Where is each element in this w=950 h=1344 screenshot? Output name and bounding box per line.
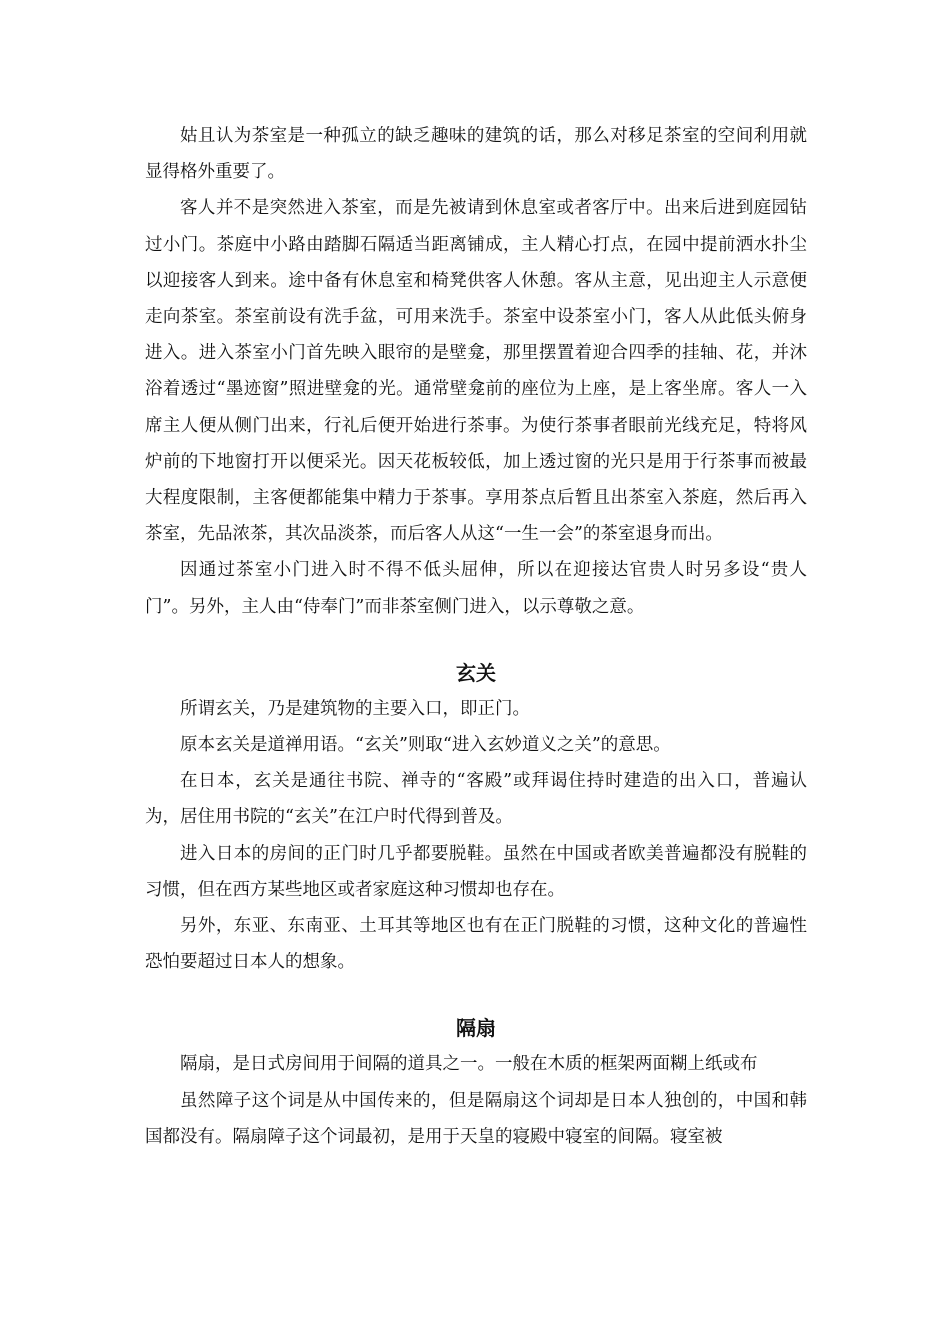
paragraph: 原本玄关是道禅用语。“玄关”则取“进入玄妙道义之关”的意思。 <box>180 735 671 756</box>
document-page <box>145 118 807 1155</box>
paragraph: 另外，东亚、东南亚、土耳其等地区也有在正门脱鞋的习惯，这种文化的普遍性恐怕要超过日本人的想象。 <box>145 916 807 973</box>
section-title-genkan: 玄关 <box>456 660 496 685</box>
paragraph: 姑且认为茶室是一种孤立的缺乏趣味的建筑的话，那么对移足茶室的空间利用就显得格外重要了。 <box>145 126 807 183</box>
paragraph: 因通过茶室小门进入时不得不低头屈伸，所以在迎接达官贵人时另多设“贵人门”。另外，主人由“侍奉门”而非茶室侧门进入，以示尊敬之意。 <box>145 560 807 617</box>
section-title-fusuma: 隔扇 <box>456 1016 496 1041</box>
paragraph: 虽然障子这个词是从中国传来的，但是隔扇这个词却是日本人独创的，中国和韩国都没有。隔扇障子这个词最初，是用于天皇的寝殿中寝室的间隔。寝室被 <box>145 1090 807 1147</box>
paragraph: 所谓玄关，乃是建筑物的主要入口，即正门。 <box>180 698 530 719</box>
paragraph: 隔扇，是日式房间用于间隔的道具之一。一般在木质的框架两面糊上纸或布 <box>180 1054 758 1075</box>
paragraph: 客人并不是突然进入茶室，而是先被请到休息室或者客厅中。出来后进到庭园钻过小门。茶庭中小路由踏脚石隔适当距离铺成，主人精心打点，在园中提前洒水扑尘以迎接客人到来。途中备有休息室和椅凳供客人休憩。客从主意，见出迎主人示意便走向茶室。茶室前设有洗手盆，可用来洗手。茶室中设茶室小门，客人从此低头俯身进入。进入茶室小门首先映入眼帘的是壁龛，那里摆置着迎合四季的挂轴、花，并沐浴着透过“墨迹窗”照进壁龛的光。通常壁龛前的座位为上座，是上客坐席。客人一入席主人便从侧门出来，行礼后便开始进行茶事。为使行茶事者眼前光线充足，特将风炉前的下地窗打开以便采光。因天花板较低，加上透过窗的光只是用于行茶事而被最大程度限制，主客便都能集中精力于茶事。享用茶点后暂且出茶室入茶庭，然后再入茶室，先品浓茶，其次品淡茶，而后客人从这“一生一会”的茶室退身而出。 <box>145 198 807 545</box>
paragraph: 在日本，玄关是通往书院、禅寺的“客殿”或拜谒住持时建造的出入口，普遍认为，居住用书院的“玄关”在江户时代得到普及。 <box>145 771 807 828</box>
paragraph: 进入日本的房间的正门时几乎都要脱鞋。虽然在中国或者欧美普遍都没有脱鞋的习惯，但在西方某些地区或者家庭这种习惯却也存在。 <box>145 843 807 900</box>
